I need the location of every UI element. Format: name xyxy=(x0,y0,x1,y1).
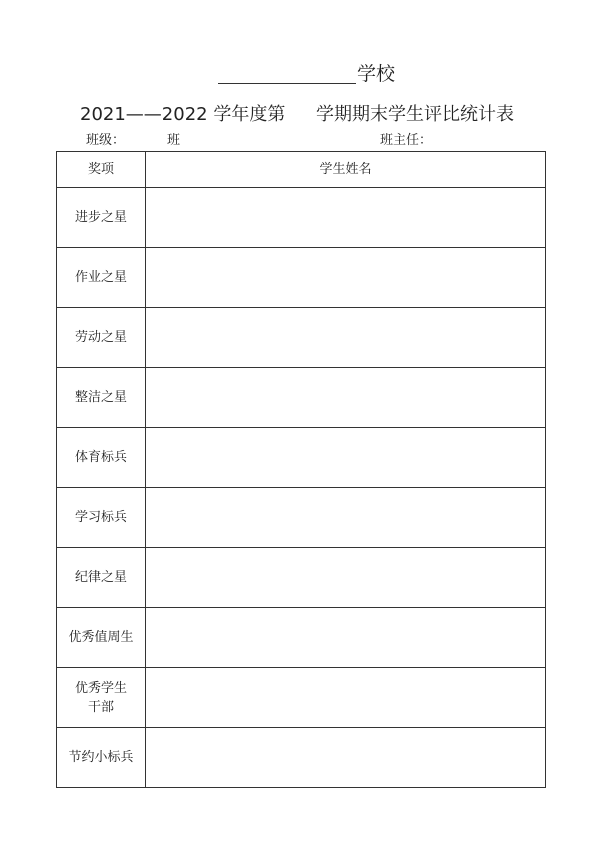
school-header xyxy=(0,60,600,90)
school-name-blank[interactable] xyxy=(218,83,356,84)
table-row xyxy=(57,488,546,548)
table-header-row xyxy=(57,152,546,188)
student-names-cell[interactable] xyxy=(146,728,546,788)
student-names-cell[interactable] xyxy=(146,248,546,308)
award-name: 作业之星 xyxy=(57,248,146,308)
awards-table xyxy=(56,151,546,788)
table-row xyxy=(57,188,546,248)
award-name: 整洁之星 xyxy=(57,368,146,428)
award-name: 优秀学生干部 xyxy=(57,668,146,728)
student-names-cell[interactable] xyxy=(146,668,546,728)
title-year-term: 2021——2022 学年度第 xyxy=(80,104,286,125)
award-name: 优秀值周生 xyxy=(57,608,146,668)
student-names-cell[interactable] xyxy=(146,368,546,428)
table-row xyxy=(57,608,546,668)
table-row xyxy=(57,248,546,308)
document-title xyxy=(0,101,600,129)
student-names-cell[interactable] xyxy=(146,188,546,248)
award-name: 学习标兵 xyxy=(57,488,146,548)
header-award: 奖项 xyxy=(57,152,146,188)
table-row xyxy=(57,548,546,608)
student-names-cell[interactable] xyxy=(146,308,546,368)
table-row xyxy=(57,668,546,728)
student-names-cell[interactable] xyxy=(146,608,546,668)
title-statistics: 学期期末学生评比统计表 xyxy=(316,104,514,125)
header-student-names: 学生姓名 xyxy=(146,152,546,188)
student-names-cell[interactable] xyxy=(146,488,546,548)
table-row xyxy=(57,368,546,428)
school-label: 学校 xyxy=(357,63,396,85)
student-names-cell[interactable] xyxy=(146,548,546,608)
class-info-line xyxy=(0,131,600,151)
table-row xyxy=(57,728,546,788)
student-names-cell[interactable] xyxy=(146,428,546,488)
class-label: 班级： xyxy=(86,133,126,148)
table-row xyxy=(57,308,546,368)
award-name: 进步之星 xyxy=(57,188,146,248)
table-row xyxy=(57,428,546,488)
award-name: 节约小标兵 xyxy=(57,728,146,788)
award-name: 劳动之星 xyxy=(57,308,146,368)
award-name: 体育标兵 xyxy=(57,428,146,488)
award-name: 纪律之星 xyxy=(57,548,146,608)
head-teacher-label: 班主任： xyxy=(380,133,433,148)
class-suffix: 班 xyxy=(167,133,181,148)
